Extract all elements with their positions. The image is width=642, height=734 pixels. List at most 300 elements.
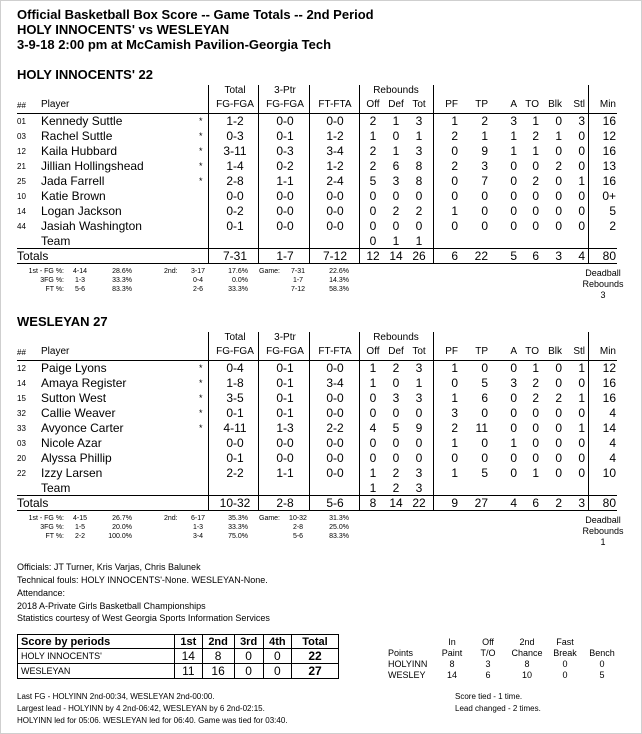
stat-off: 1 <box>369 376 377 390</box>
stat-def: 0 <box>392 189 400 203</box>
stat-pf: 2 <box>451 421 458 435</box>
points-header-break: Break <box>553 648 577 658</box>
stat-stl: 0 <box>578 376 585 390</box>
col-group-total: Total <box>224 85 246 96</box>
pct-2nd-made: 1-3 <box>192 524 204 531</box>
starter-mark: * <box>199 176 203 186</box>
pct-game-value: 58.3% <box>329 286 349 293</box>
stat-fg: 1-2 <box>226 114 244 128</box>
stat-def: 5 <box>392 421 400 435</box>
stat-pf: 0 <box>451 376 458 390</box>
team-row-tot: 1 <box>415 234 423 248</box>
total-fg3: 1-7 <box>276 249 294 263</box>
player-number: 12 <box>17 364 26 373</box>
team-row-off: 1 <box>369 481 377 495</box>
starter-mark: * <box>199 423 203 433</box>
pct-game-made: 1-7 <box>292 277 304 284</box>
stat-min: 16 <box>602 114 616 128</box>
stat-a: 0 <box>510 159 517 173</box>
stat-blk: 2 <box>555 391 562 405</box>
points-value: 3 <box>485 659 491 669</box>
stat-to: 0 <box>532 219 539 233</box>
stat-fg: 3-11 <box>223 144 247 158</box>
stat-min: 4 <box>609 451 616 465</box>
stat-off: 2 <box>369 159 377 173</box>
col-header-pf: PF <box>445 346 458 357</box>
stat-off: 0 <box>369 391 377 405</box>
stat-off: 5 <box>369 174 377 188</box>
pct-game-value: 83.3% <box>329 533 349 540</box>
deadball-label: Deadball <box>585 515 621 525</box>
stat-off: 0 <box>369 219 377 233</box>
lead-changed: Lead changed - 2 times. <box>455 704 541 713</box>
stat-pf: 1 <box>451 391 458 405</box>
total-off: 12 <box>366 249 380 263</box>
player-number: 44 <box>17 222 26 231</box>
stat-fg: 0-1 <box>226 451 244 465</box>
points-value: 14 <box>446 670 457 680</box>
team-row-def: 2 <box>392 481 400 495</box>
pct-2nd-value: 33.3% <box>228 286 248 293</box>
stat-ft: 3-4 <box>326 376 344 390</box>
stat-ft: 2-2 <box>326 421 344 435</box>
stat-blk: 0 <box>555 204 562 218</box>
totals-label: Totals <box>17 496 49 510</box>
stat-fg3: 0-0 <box>276 204 294 218</box>
col-header-def: Def <box>388 346 404 357</box>
player-number: 10 <box>17 192 26 201</box>
attendance: Attendance: <box>17 588 66 598</box>
starter-mark: * <box>199 378 203 388</box>
stat-tp: 3 <box>481 159 488 173</box>
pct-1st-made: 1-3 <box>74 277 86 284</box>
stat-tp: 0 <box>481 189 488 203</box>
stat-a: 0 <box>510 361 517 375</box>
stat-off: 2 <box>369 114 377 128</box>
stats-credit: Statistics courtesy of West Georgia Sports Information Services <box>17 613 270 623</box>
stat-a: 0 <box>510 219 517 233</box>
player-name: Jada Farrell <box>41 174 105 188</box>
stat-tp: 0 <box>481 204 488 218</box>
deadball-label: Deadball <box>585 268 621 278</box>
stat-fg3: 0-0 <box>276 114 294 128</box>
periods-row-team1 <box>18 649 339 664</box>
stat-fg3: 0-0 <box>276 219 294 233</box>
team-row-off: 0 <box>369 234 377 248</box>
player-number: 03 <box>17 439 26 448</box>
starter-mark: * <box>199 363 203 373</box>
player-name: Katie Brown <box>41 189 106 203</box>
pct-game-value: 22.6% <box>329 268 349 275</box>
stat-tot: 3 <box>415 466 423 480</box>
stat-to: 0 <box>532 189 539 203</box>
pct-2nd-value: 35.3% <box>228 515 248 522</box>
stat-pf: 1 <box>451 466 458 480</box>
points-header-to: T/O <box>480 648 496 658</box>
pct-label: 1st - FG %: <box>28 268 64 275</box>
pct-1st-made: 1-5 <box>74 524 86 531</box>
pct-2nd-value: 33.3% <box>228 524 248 531</box>
periods-score: 0 <box>263 664 291 679</box>
stat-ft: 0-0 <box>326 391 344 405</box>
column-divider <box>588 332 589 510</box>
stat-stl: 0 <box>578 129 585 143</box>
col-group-rebounds: Rebounds <box>373 332 419 343</box>
stat-blk: 0 <box>555 466 562 480</box>
stat-fg: 2-8 <box>226 174 244 188</box>
stat-tp: 1 <box>481 129 488 143</box>
column-divider <box>588 85 589 263</box>
stat-ft: 0-0 <box>326 466 344 480</box>
stat-tp: 0 <box>481 451 488 465</box>
total-off: 8 <box>369 496 377 510</box>
stat-blk: 0 <box>555 436 562 450</box>
stat-ft: 0-0 <box>326 114 344 128</box>
deadball-value: 1 <box>600 537 606 547</box>
col-header-ft: FT-FTA <box>318 346 352 357</box>
stat-tot: 8 <box>415 159 423 173</box>
stat-a: 0 <box>510 406 517 420</box>
pct-1st-value: 33.3% <box>112 277 132 284</box>
col-header-min: Min <box>599 99 616 110</box>
periods-total: 22 <box>292 649 339 664</box>
stat-pf: 2 <box>451 159 458 173</box>
total-tp: 27 <box>474 496 488 510</box>
stat-tot: 3 <box>415 114 423 128</box>
points-value: 0 <box>599 659 605 669</box>
points-value: 10 <box>521 670 532 680</box>
periods-header-4th: 4th <box>263 635 291 649</box>
stat-to: 2 <box>532 174 539 188</box>
stat-pf: 3 <box>451 406 458 420</box>
pct-2nd-made: 2-6 <box>192 286 204 293</box>
col-header-fg: FG-FGA <box>216 99 254 110</box>
stat-stl: 1 <box>578 391 585 405</box>
stat-fg: 0-1 <box>226 219 244 233</box>
points-header-chance: Chance <box>511 648 543 658</box>
stat-fg3: 0-1 <box>276 391 294 405</box>
pct-2nd-made: 3-17 <box>190 268 205 275</box>
stat-to: 0 <box>532 421 539 435</box>
stat-blk: 1 <box>555 129 562 143</box>
col-header-def: Def <box>388 99 404 110</box>
stat-tp: 9 <box>481 144 488 158</box>
points-value: 5 <box>599 670 605 680</box>
col-header-a: A <box>510 99 517 110</box>
col-header-number: ## <box>17 101 26 110</box>
pct-game-made: 10-32 <box>289 515 307 522</box>
stat-off: 1 <box>369 466 377 480</box>
pct-1st-made: 4-15 <box>72 515 87 522</box>
player-number: 25 <box>17 177 26 186</box>
stat-ft: 0-0 <box>326 361 344 375</box>
pct-label: 3FG %: <box>40 524 64 531</box>
stat-a: 0 <box>510 174 517 188</box>
points-header-bench: Bench <box>589 648 615 658</box>
total-fg: 7-31 <box>222 249 248 263</box>
team-name: WESLEYAN 27 <box>17 314 108 329</box>
col-header-fg: FG-FGA <box>216 346 254 357</box>
stat-stl: 0 <box>578 466 585 480</box>
stat-min: 16 <box>602 144 616 158</box>
player-number: 14 <box>17 207 26 216</box>
points-value: 8 <box>524 659 530 669</box>
total-stl: 3 <box>578 496 585 510</box>
stat-tp: 11 <box>475 421 488 435</box>
stat-stl: 1 <box>578 174 585 188</box>
stat-pf: 1 <box>451 114 458 128</box>
team-row-def: 1 <box>392 234 400 248</box>
stat-tp: 6 <box>481 391 488 405</box>
matchup: HOLY INNOCENTS' vs WESLEYAN <box>17 22 230 37</box>
event-name: 2018 A-Private Girls Basketball Championships <box>17 601 206 611</box>
periods-header-row <box>18 635 339 649</box>
periods-score: 0 <box>263 649 291 664</box>
stat-min: 10 <box>602 466 616 480</box>
col-header-tot: Tot <box>412 99 426 110</box>
player-name: Jillian Hollingshead <box>41 159 144 173</box>
stat-tot: 0 <box>415 436 423 450</box>
player-name: Callie Weaver <box>41 406 116 420</box>
pct-label: 3FG %: <box>40 277 64 284</box>
stat-ft: 1-2 <box>326 129 344 143</box>
stat-pf: 0 <box>451 451 458 465</box>
deadball-label: Rebounds <box>582 279 624 289</box>
stat-stl: 0 <box>578 189 585 203</box>
col-header-blk: Blk <box>548 99 562 110</box>
total-ft: 7-12 <box>322 249 348 263</box>
stat-def: 0 <box>392 219 400 233</box>
points-header-fast: Fast <box>556 637 574 647</box>
points-value: 0 <box>562 659 568 669</box>
pct-label: FT %: <box>45 286 64 293</box>
column-divider <box>433 85 434 263</box>
stat-blk: 0 <box>555 376 562 390</box>
stat-tp: 7 <box>481 174 488 188</box>
stat-fg: 3-5 <box>226 391 244 405</box>
col-header-to: TO <box>525 346 539 357</box>
stat-tot: 2 <box>415 204 423 218</box>
player-name: Paige Lyons <box>41 361 107 375</box>
stat-min: 14 <box>602 421 616 435</box>
largest-lead: Largest lead - HOLYINN by 4 2nd-06:42, WESLEYAN by 6 2nd-02:15. <box>17 704 265 713</box>
player-number: 03 <box>17 132 26 141</box>
stat-blk: 0 <box>555 174 562 188</box>
periods-header-1st: 1st <box>175 635 203 649</box>
player-number: 22 <box>17 469 26 478</box>
stat-def: 0 <box>392 376 400 390</box>
player-name: Jasiah Washington <box>41 219 142 233</box>
player-number: 21 <box>17 162 26 171</box>
points-header-in: In <box>448 637 456 647</box>
periods-total: 27 <box>292 664 339 679</box>
stat-off: 0 <box>369 451 377 465</box>
stat-ft: 0-0 <box>326 436 344 450</box>
pct-2nd-value: 0.0% <box>232 277 248 284</box>
stat-to: 0 <box>532 204 539 218</box>
stat-pf: 0 <box>451 174 458 188</box>
score-tied: Score tied - 1 time. <box>455 692 523 701</box>
stat-tot: 8 <box>415 174 423 188</box>
stat-fg: 0-0 <box>226 189 244 203</box>
stat-stl: 0 <box>578 219 585 233</box>
stat-min: 0+ <box>602 189 616 203</box>
total-pf: 6 <box>451 249 458 263</box>
deadball-value: 3 <box>600 290 606 300</box>
stat-off: 4 <box>369 421 377 435</box>
points-team: HOLYINN <box>388 659 428 669</box>
stat-def: 0 <box>392 129 400 143</box>
total-ft: 5-6 <box>326 496 344 510</box>
pct-2nd-made: 0-4 <box>192 277 204 284</box>
pct-1st-value: 20.0% <box>112 524 132 531</box>
periods-team-name: WESLEYAN <box>18 664 175 679</box>
stat-a: 0 <box>510 451 517 465</box>
stat-stl: 1 <box>578 361 585 375</box>
points-team: WESLEY <box>388 670 426 680</box>
stat-to: 0 <box>532 451 539 465</box>
column-divider <box>309 332 310 510</box>
stat-ft: 3-4 <box>326 144 344 158</box>
stat-stl: 3 <box>578 114 585 128</box>
total-def: 14 <box>389 496 403 510</box>
periods-header-total: Total <box>292 635 339 649</box>
periods-score: 11 <box>175 664 203 679</box>
stat-stl: 0 <box>578 204 585 218</box>
stat-tot: 1 <box>415 376 423 390</box>
stat-min: 16 <box>602 376 616 390</box>
player-name: Rachel Suttle <box>41 129 113 143</box>
stat-blk: 0 <box>555 219 562 233</box>
total-blk: 3 <box>555 249 562 263</box>
total-pf: 9 <box>451 496 458 510</box>
stat-a: 1 <box>510 436 517 450</box>
stat-min: 2 <box>609 219 616 233</box>
column-divider <box>433 332 434 510</box>
starter-mark: * <box>199 116 203 126</box>
stat-to: 0 <box>532 159 539 173</box>
stat-tot: 3 <box>415 144 423 158</box>
stat-fg: 1-8 <box>226 376 244 390</box>
stat-def: 0 <box>392 436 400 450</box>
stat-a: 0 <box>510 204 517 218</box>
total-to: 6 <box>532 249 539 263</box>
stat-min: 12 <box>602 361 616 375</box>
column-divider <box>208 85 209 263</box>
pct-label: FT %: <box>45 533 64 540</box>
stat-fg: 0-1 <box>226 406 244 420</box>
col-header-min: Min <box>599 346 616 357</box>
stat-fg: 0-3 <box>226 129 244 143</box>
player-number: 01 <box>17 117 26 126</box>
total-def: 14 <box>389 249 403 263</box>
pct-2nd-label: 2nd: <box>164 515 178 522</box>
total-min: 80 <box>602 249 616 263</box>
col-header-stl: Stl <box>573 99 585 110</box>
pct-1st-made: 2-2 <box>74 533 86 540</box>
player-number: 32 <box>17 409 26 418</box>
totals-bottom-rule <box>17 263 617 264</box>
stat-a: 0 <box>510 189 517 203</box>
pct-2nd-value: 17.6% <box>228 268 248 275</box>
player-number: 12 <box>17 147 26 156</box>
player-name: Sutton West <box>41 391 107 405</box>
game-info: 3-9-18 2:00 pm at McCamish Pavilion-Georgia Tech <box>17 37 332 52</box>
stat-tot: 3 <box>415 361 423 375</box>
stat-a: 0 <box>510 391 517 405</box>
starter-mark: * <box>199 393 203 403</box>
stat-tot: 0 <box>415 219 423 233</box>
stat-fg3: 1-1 <box>276 466 294 480</box>
stat-blk: 0 <box>555 144 562 158</box>
col-header-fg3: FG-FGA <box>266 346 304 357</box>
column-divider <box>309 85 310 263</box>
points-header-paint: Paint <box>441 648 463 658</box>
col-header-number: ## <box>17 348 26 357</box>
stat-fg3: 0-0 <box>276 189 294 203</box>
stat-off: 1 <box>369 361 377 375</box>
stat-stl: 0 <box>578 451 585 465</box>
starter-mark: * <box>199 161 203 171</box>
stat-min: 16 <box>602 391 616 405</box>
stat-pf: 2 <box>451 129 458 143</box>
stat-to: 1 <box>532 144 539 158</box>
col-header-off: Off <box>366 346 380 357</box>
stat-min: 13 <box>602 159 616 173</box>
stat-pf: 1 <box>451 204 458 218</box>
stat-fg: 4-11 <box>223 421 247 435</box>
player-number: 20 <box>17 454 26 463</box>
pct-game-made: 7-31 <box>290 268 305 275</box>
stat-tot: 0 <box>415 406 423 420</box>
stat-a: 0 <box>510 466 517 480</box>
total-fg: 10-32 <box>219 496 251 510</box>
stat-stl: 0 <box>578 436 585 450</box>
stat-a: 3 <box>510 376 517 390</box>
stat-off: 0 <box>369 189 377 203</box>
stat-fg: 2-2 <box>226 466 244 480</box>
col-header-to: TO <box>525 99 539 110</box>
column-divider <box>359 332 360 510</box>
stat-ft: 1-2 <box>326 159 344 173</box>
stat-def: 1 <box>392 144 400 158</box>
stat-def: 1 <box>392 114 400 128</box>
stat-def: 2 <box>392 361 400 375</box>
stat-a: 3 <box>510 114 517 128</box>
stat-def: 0 <box>392 406 400 420</box>
stat-a: 1 <box>510 129 517 143</box>
player-name: Avyonce Carter <box>41 421 124 435</box>
column-divider <box>208 332 209 510</box>
player-name: Kennedy Suttle <box>41 114 123 128</box>
col-header-stl: Stl <box>573 346 585 357</box>
pct-game-made: 7-12 <box>290 286 305 293</box>
pct-1st-value: 100.0% <box>108 533 132 540</box>
col-group-total: Total <box>224 332 246 343</box>
report-title: Official Basketball Box Score -- Game Totals -- 2nd Period <box>17 7 374 22</box>
stat-fg3: 0-0 <box>276 436 294 450</box>
stat-fg3: 0-0 <box>276 451 294 465</box>
points-value: 8 <box>449 659 455 669</box>
stat-pf: 0 <box>451 189 458 203</box>
pct-game-made: 2-8 <box>292 524 304 531</box>
stat-fg: 0-4 <box>226 361 244 375</box>
stat-fg3: 0-2 <box>276 159 294 173</box>
stat-blk: 2 <box>555 159 562 173</box>
stat-def: 2 <box>392 466 400 480</box>
stat-fg3: 0-1 <box>276 376 294 390</box>
player-number: 14 <box>17 379 26 388</box>
